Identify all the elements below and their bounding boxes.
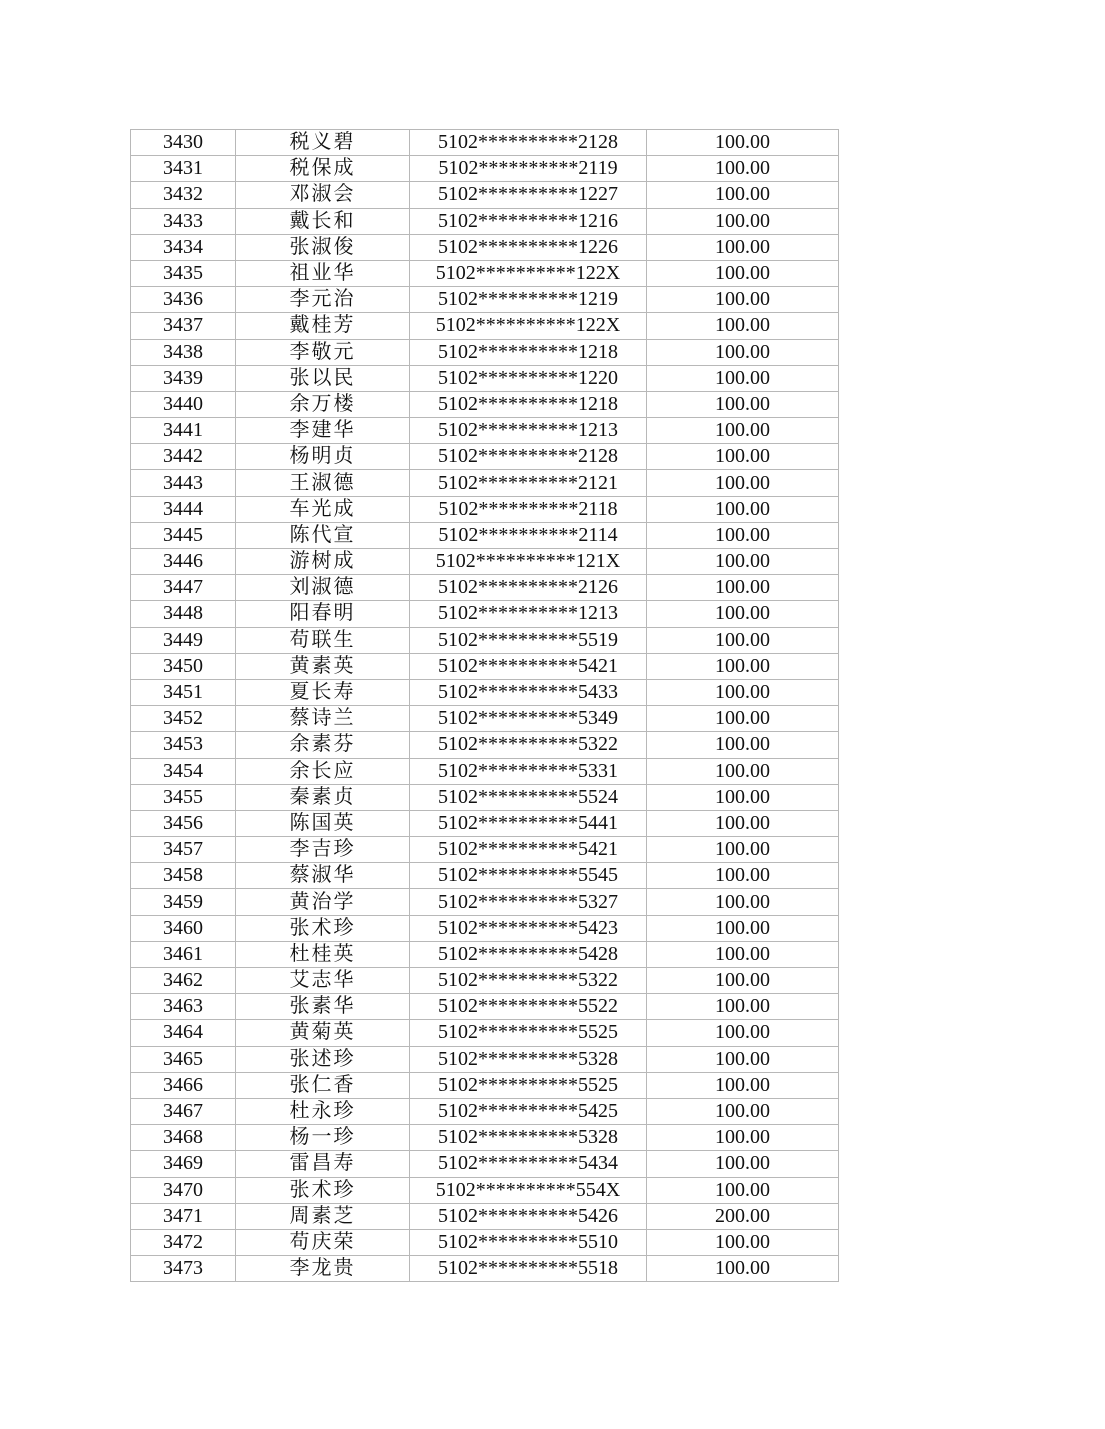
serial-number-cell: 3449	[131, 627, 236, 653]
person-name-cell: 陈代宣	[236, 522, 410, 548]
table-row	[131, 1177, 839, 1203]
person-name-cell: 黄菊英	[236, 1020, 410, 1046]
person-name-cell: 张术珍	[236, 1177, 410, 1203]
masked-id-number-cell: 5102**********5433	[410, 679, 647, 705]
masked-id-number-cell: 5102**********2128	[410, 130, 647, 156]
table-row	[131, 234, 839, 260]
amount-cell: 100.00	[647, 706, 839, 732]
amount-cell: 100.00	[647, 941, 839, 967]
amount-cell: 100.00	[647, 653, 839, 679]
amount-cell: 100.00	[647, 732, 839, 758]
serial-number-cell: 3463	[131, 994, 236, 1020]
serial-number-cell: 3452	[131, 706, 236, 732]
table-row	[131, 260, 839, 286]
serial-number-cell: 3445	[131, 522, 236, 548]
serial-number-cell: 3435	[131, 260, 236, 286]
table-row	[131, 418, 839, 444]
serial-number-cell: 3464	[131, 1020, 236, 1046]
person-name-cell: 苟联生	[236, 627, 410, 653]
person-name-cell: 张仁香	[236, 1072, 410, 1098]
table-row	[131, 208, 839, 234]
amount-cell: 100.00	[647, 601, 839, 627]
amount-cell: 100.00	[647, 575, 839, 601]
masked-id-number-cell: 5102**********122X	[410, 313, 647, 339]
table-row	[131, 968, 839, 994]
serial-number-cell: 3441	[131, 418, 236, 444]
table-row	[131, 444, 839, 470]
amount-cell: 100.00	[647, 182, 839, 208]
serial-number-cell: 3461	[131, 941, 236, 967]
serial-number-cell: 3472	[131, 1229, 236, 1255]
masked-id-number-cell: 5102**********5322	[410, 968, 647, 994]
table-row	[131, 391, 839, 417]
masked-id-number-cell: 5102**********5525	[410, 1020, 647, 1046]
person-name-cell: 刘淑德	[236, 575, 410, 601]
amount-cell: 100.00	[647, 810, 839, 836]
person-name-cell: 苟庆荣	[236, 1229, 410, 1255]
table-row	[131, 1256, 839, 1282]
amount-cell: 100.00	[647, 915, 839, 941]
masked-id-number-cell: 5102**********5510	[410, 1229, 647, 1255]
amount-cell: 100.00	[647, 1256, 839, 1282]
amount-cell: 100.00	[647, 391, 839, 417]
person-name-cell: 戴桂芳	[236, 313, 410, 339]
person-name-cell: 李建华	[236, 418, 410, 444]
masked-id-number-cell: 5102**********5421	[410, 653, 647, 679]
masked-id-number-cell: 5102**********1219	[410, 287, 647, 313]
amount-cell: 100.00	[647, 444, 839, 470]
serial-number-cell: 3442	[131, 444, 236, 470]
person-name-cell: 蔡淑华	[236, 863, 410, 889]
masked-id-number-cell: 5102**********121X	[410, 549, 647, 575]
masked-id-number-cell: 5102**********5441	[410, 810, 647, 836]
amount-cell: 100.00	[647, 968, 839, 994]
amount-cell: 100.00	[647, 758, 839, 784]
person-name-cell: 陈国英	[236, 810, 410, 836]
table-row	[131, 1229, 839, 1255]
person-name-cell: 夏长寿	[236, 679, 410, 705]
amount-cell: 100.00	[647, 339, 839, 365]
person-name-cell: 李元治	[236, 287, 410, 313]
person-name-cell: 杨明贞	[236, 444, 410, 470]
masked-id-number-cell: 5102**********2126	[410, 575, 647, 601]
masked-id-number-cell: 5102**********5331	[410, 758, 647, 784]
serial-number-cell: 3458	[131, 863, 236, 889]
person-name-cell: 艾志华	[236, 968, 410, 994]
serial-number-cell: 3439	[131, 365, 236, 391]
table-row	[131, 941, 839, 967]
amount-cell: 100.00	[647, 260, 839, 286]
amount-cell: 100.00	[647, 313, 839, 339]
masked-id-number-cell: 5102**********1218	[410, 339, 647, 365]
serial-number-cell: 3465	[131, 1046, 236, 1072]
table-row	[131, 156, 839, 182]
table-row	[131, 889, 839, 915]
table-row	[131, 601, 839, 627]
table-row	[131, 1125, 839, 1151]
amount-cell: 100.00	[647, 418, 839, 444]
serial-number-cell: 3462	[131, 968, 236, 994]
person-name-cell: 杜桂英	[236, 941, 410, 967]
amount-cell: 100.00	[647, 1046, 839, 1072]
table-row	[131, 915, 839, 941]
person-name-cell: 邓淑会	[236, 182, 410, 208]
person-name-cell: 杜永珍	[236, 1098, 410, 1124]
table-row	[131, 365, 839, 391]
table-row	[131, 549, 839, 575]
amount-cell: 100.00	[647, 1098, 839, 1124]
serial-number-cell: 3469	[131, 1151, 236, 1177]
serial-number-cell: 3459	[131, 889, 236, 915]
masked-id-number-cell: 5102**********2128	[410, 444, 647, 470]
amount-cell: 100.00	[647, 1020, 839, 1046]
table-row	[131, 1046, 839, 1072]
table-row	[131, 784, 839, 810]
masked-id-number-cell: 5102**********5327	[410, 889, 647, 915]
amount-cell: 100.00	[647, 1151, 839, 1177]
person-name-cell: 李龙贵	[236, 1256, 410, 1282]
person-name-cell: 车光成	[236, 496, 410, 522]
amount-cell: 100.00	[647, 627, 839, 653]
masked-id-number-cell: 5102**********1213	[410, 601, 647, 627]
amount-cell: 100.00	[647, 549, 839, 575]
amount-cell: 100.00	[647, 365, 839, 391]
amount-cell: 200.00	[647, 1203, 839, 1229]
serial-number-cell: 3431	[131, 156, 236, 182]
amount-cell: 100.00	[647, 1072, 839, 1098]
amount-cell: 100.00	[647, 234, 839, 260]
masked-id-number-cell: 5102**********5524	[410, 784, 647, 810]
masked-id-number-cell: 5102**********1213	[410, 418, 647, 444]
table-row	[131, 994, 839, 1020]
person-name-cell: 蔡诗兰	[236, 706, 410, 732]
serial-number-cell: 3455	[131, 784, 236, 810]
person-name-cell: 祖业华	[236, 260, 410, 286]
person-name-cell: 雷昌寿	[236, 1151, 410, 1177]
person-name-cell: 杨一珍	[236, 1125, 410, 1151]
table-row	[131, 679, 839, 705]
table-row	[131, 313, 839, 339]
amount-cell: 100.00	[647, 287, 839, 313]
serial-number-cell: 3444	[131, 496, 236, 522]
masked-id-number-cell: 5102**********5328	[410, 1046, 647, 1072]
serial-number-cell: 3450	[131, 653, 236, 679]
person-name-cell: 黄治学	[236, 889, 410, 915]
person-name-cell: 张以民	[236, 365, 410, 391]
table-row	[131, 627, 839, 653]
person-name-cell: 张素华	[236, 994, 410, 1020]
table-row	[131, 1098, 839, 1124]
serial-number-cell: 3437	[131, 313, 236, 339]
serial-number-cell: 3443	[131, 470, 236, 496]
serial-number-cell: 3448	[131, 601, 236, 627]
table-row	[131, 522, 839, 548]
person-name-cell: 余素芬	[236, 732, 410, 758]
table-row	[131, 1151, 839, 1177]
serial-number-cell: 3473	[131, 1256, 236, 1282]
amount-cell: 100.00	[647, 1177, 839, 1203]
masked-id-number-cell: 5102**********122X	[410, 260, 647, 286]
person-name-cell: 王淑德	[236, 470, 410, 496]
table-row	[131, 339, 839, 365]
serial-number-cell: 3470	[131, 1177, 236, 1203]
roster-table-body	[131, 130, 839, 1282]
amount-cell: 100.00	[647, 522, 839, 548]
serial-number-cell: 3457	[131, 837, 236, 863]
person-name-cell: 秦素贞	[236, 784, 410, 810]
masked-id-number-cell: 5102**********5434	[410, 1151, 647, 1177]
masked-id-number-cell: 5102**********5519	[410, 627, 647, 653]
table-row	[131, 810, 839, 836]
masked-id-number-cell: 5102**********5423	[410, 915, 647, 941]
serial-number-cell: 3453	[131, 732, 236, 758]
masked-id-number-cell: 5102**********2114	[410, 522, 647, 548]
serial-number-cell: 3468	[131, 1125, 236, 1151]
serial-number-cell: 3467	[131, 1098, 236, 1124]
masked-id-number-cell: 5102**********5349	[410, 706, 647, 732]
masked-id-number-cell: 5102**********1220	[410, 365, 647, 391]
masked-id-number-cell: 5102**********5545	[410, 863, 647, 889]
table-row	[131, 470, 839, 496]
masked-id-number-cell: 5102**********554X	[410, 1177, 647, 1203]
person-name-cell: 游树成	[236, 549, 410, 575]
amount-cell: 100.00	[647, 208, 839, 234]
table-row	[131, 758, 839, 784]
amount-cell: 100.00	[647, 130, 839, 156]
serial-number-cell: 3438	[131, 339, 236, 365]
person-name-cell: 张述珍	[236, 1046, 410, 1072]
amount-cell: 100.00	[647, 863, 839, 889]
masked-id-number-cell: 5102**********2121	[410, 470, 647, 496]
serial-number-cell: 3460	[131, 915, 236, 941]
person-name-cell: 周素芝	[236, 1203, 410, 1229]
amount-cell: 100.00	[647, 784, 839, 810]
table-row	[131, 575, 839, 601]
masked-id-number-cell: 5102**********5328	[410, 1125, 647, 1151]
person-name-cell: 戴长和	[236, 208, 410, 234]
masked-id-number-cell: 5102**********1227	[410, 182, 647, 208]
masked-id-number-cell: 5102**********5322	[410, 732, 647, 758]
masked-id-number-cell: 5102**********1216	[410, 208, 647, 234]
table-row	[131, 706, 839, 732]
table-row	[131, 837, 839, 863]
table-row	[131, 1020, 839, 1046]
amount-cell: 100.00	[647, 496, 839, 522]
person-name-cell: 张淑俊	[236, 234, 410, 260]
person-name-cell: 余万楼	[236, 391, 410, 417]
masked-id-number-cell: 5102**********5522	[410, 994, 647, 1020]
amount-cell: 100.00	[647, 889, 839, 915]
serial-number-cell: 3466	[131, 1072, 236, 1098]
person-name-cell: 李敬元	[236, 339, 410, 365]
amount-cell: 100.00	[647, 1229, 839, 1255]
amount-cell: 100.00	[647, 679, 839, 705]
masked-id-number-cell: 5102**********1218	[410, 391, 647, 417]
masked-id-number-cell: 5102**********5421	[410, 837, 647, 863]
table-row	[131, 1072, 839, 1098]
table-row	[131, 653, 839, 679]
table-row	[131, 130, 839, 156]
table-row	[131, 1203, 839, 1229]
person-name-cell: 李吉珍	[236, 837, 410, 863]
masked-id-number-cell: 5102**********5425	[410, 1098, 647, 1124]
serial-number-cell: 3456	[131, 810, 236, 836]
masked-id-number-cell: 5102**********2118	[410, 496, 647, 522]
table-row	[131, 182, 839, 208]
amount-cell: 100.00	[647, 837, 839, 863]
serial-number-cell: 3454	[131, 758, 236, 784]
serial-number-cell: 3447	[131, 575, 236, 601]
masked-id-number-cell: 5102**********5428	[410, 941, 647, 967]
table-row	[131, 287, 839, 313]
serial-number-cell: 3432	[131, 182, 236, 208]
masked-id-number-cell: 5102**********5518	[410, 1256, 647, 1282]
person-name-cell: 黄素英	[236, 653, 410, 679]
serial-number-cell: 3471	[131, 1203, 236, 1229]
serial-number-cell: 3434	[131, 234, 236, 260]
table-row	[131, 496, 839, 522]
amount-cell: 100.00	[647, 470, 839, 496]
serial-number-cell: 3440	[131, 391, 236, 417]
amount-cell: 100.00	[647, 994, 839, 1020]
person-name-cell: 税义碧	[236, 130, 410, 156]
amount-cell: 100.00	[647, 156, 839, 182]
table-row	[131, 732, 839, 758]
serial-number-cell: 3433	[131, 208, 236, 234]
serial-number-cell: 3436	[131, 287, 236, 313]
table-row	[131, 863, 839, 889]
masked-id-number-cell: 5102**********5525	[410, 1072, 647, 1098]
masked-id-number-cell: 5102**********5426	[410, 1203, 647, 1229]
person-name-cell: 余长应	[236, 758, 410, 784]
serial-number-cell: 3451	[131, 679, 236, 705]
serial-number-cell: 3430	[131, 130, 236, 156]
masked-id-number-cell: 5102**********1226	[410, 234, 647, 260]
person-name-cell: 张术珍	[236, 915, 410, 941]
person-name-cell: 阳春明	[236, 601, 410, 627]
amount-cell: 100.00	[647, 1125, 839, 1151]
person-name-cell: 税保成	[236, 156, 410, 182]
masked-id-number-cell: 5102**********2119	[410, 156, 647, 182]
serial-number-cell: 3446	[131, 549, 236, 575]
roster-table	[130, 129, 839, 1282]
